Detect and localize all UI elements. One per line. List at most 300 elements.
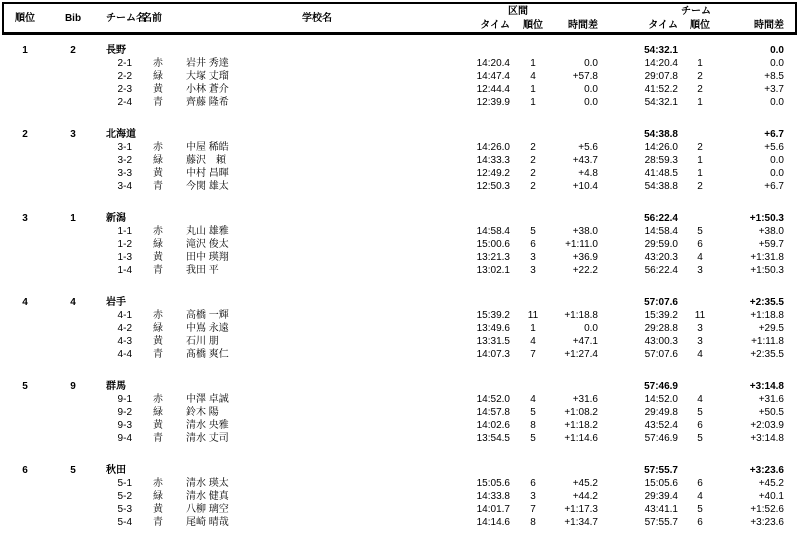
cumulative-rank-cell: 11	[694, 310, 706, 321]
leg-color-cell: 黄	[153, 252, 163, 263]
section-rank-cell: 2	[530, 181, 536, 192]
section-diff-cell: +1:18.2	[564, 420, 598, 431]
rank-cell: 6	[22, 465, 28, 476]
runner-name-cell: 丸山 雄雅	[186, 226, 229, 237]
runner-name-cell: 清水 瑛太	[186, 478, 229, 489]
section-time-cell: 12:49.2	[476, 168, 510, 179]
section-rank-cell: 6	[530, 478, 536, 489]
cumulative-rank-cell: 4	[697, 394, 703, 405]
school-cell	[294, 70, 434, 83]
section-diff-cell: +45.2	[572, 478, 598, 489]
team-legs	[4, 393, 800, 445]
team-legs	[4, 141, 800, 193]
section-time-cell: 14:26.0	[476, 142, 510, 153]
cumulative-time-cell: 29:49.8	[644, 407, 678, 418]
cumulative-rank-cell: 1	[697, 97, 703, 108]
cumulative-diff-cell: +6.7	[764, 181, 784, 192]
section-time-cell: 12:39.9	[476, 97, 510, 108]
leg-color-cell: 赤	[153, 226, 163, 237]
section-rank-cell: 7	[530, 504, 536, 515]
leg-number-cell: 9-4	[117, 433, 132, 444]
team-block	[4, 212, 800, 277]
section-time-cell: 14:01.7	[476, 504, 510, 515]
school-cell	[294, 432, 434, 445]
section-group-header: 区間	[508, 5, 528, 17]
team-block	[4, 464, 800, 529]
runner-name-cell: 田中 瑛翔	[186, 252, 229, 263]
leg-row	[4, 503, 800, 516]
team-name-cell: 岩手	[106, 297, 126, 308]
section-time-cell: 13:49.6	[476, 323, 510, 334]
team-legs	[4, 57, 800, 109]
cumulative-diff-cell: +1:50.3	[750, 265, 784, 276]
leg-color-cell: 緑	[153, 323, 163, 334]
leg-color-cell: 緑	[153, 491, 163, 502]
section-diff-cell: +22.2	[572, 265, 598, 276]
section-rank-cell: 1	[530, 323, 536, 334]
school-cell	[294, 322, 434, 335]
school-cell	[294, 503, 434, 516]
cumulative-rank-cell: 3	[697, 265, 703, 276]
cumulative-diff-cell: +1:18.8	[750, 310, 784, 321]
section-diff-cell: +38.0	[572, 226, 598, 237]
leg-number-cell: 3-3	[117, 168, 132, 179]
results-sheet	[0, 2, 800, 547]
leg-number-cell: 1-4	[117, 265, 132, 276]
cumulative-diff-cell: 0.0	[770, 168, 784, 179]
cumulative-time-cell: 14:26.0	[644, 142, 678, 153]
section-diff-cell: +1:34.7	[564, 517, 598, 528]
cumulative-time-cell: 56:22.4	[644, 265, 678, 276]
school-cell	[294, 251, 434, 264]
total-time-cell: 54:38.8	[644, 129, 678, 140]
runner-name-cell: 石川 朋	[186, 336, 219, 347]
leg-row	[4, 419, 800, 432]
leg-row	[4, 264, 800, 277]
rank-header: 順位	[15, 12, 35, 24]
section-rank-cell: 5	[530, 226, 536, 237]
bib-header: Bib	[64, 12, 82, 24]
leg-row	[4, 70, 800, 83]
section-rank-cell: 7	[530, 349, 536, 360]
section-time-cell: 12:50.3	[476, 181, 510, 192]
cumulative-diff-cell: +3:23.6	[750, 517, 784, 528]
cumulative-diff-cell: +1:52.6	[750, 504, 784, 515]
leg-number-cell: 3-4	[117, 181, 132, 192]
rank-cell: 1	[22, 45, 28, 56]
team-row	[4, 380, 800, 393]
leg-number-cell: 5-4	[117, 517, 132, 528]
cumulative-time-cell: 29:39.4	[644, 491, 678, 502]
section-diff-cell: +1:11.0	[565, 239, 598, 250]
team-name-cell: 北海道	[106, 129, 136, 140]
rank-cell: 2	[22, 129, 28, 140]
section-time-cell: 14:33.8	[476, 491, 510, 502]
school-cell	[294, 264, 434, 277]
cumulative-diff-cell: +29.5	[758, 323, 784, 334]
section-time-cell: 14:52.0	[476, 394, 510, 405]
leg-color-cell: 赤	[153, 142, 163, 153]
bib-cell: 3	[70, 129, 76, 140]
leg-color-cell: 緑	[153, 155, 163, 166]
leg-number-cell: 2-1	[117, 58, 132, 69]
cumulative-rank-cell: 5	[697, 226, 703, 237]
leg-number-cell: 3-1	[117, 142, 132, 153]
cumulative-rank-cell: 4	[697, 252, 703, 263]
cumulative-time-cell: 29:07.8	[644, 71, 678, 82]
team-time-header: タイム	[648, 19, 678, 31]
total-diff-cell: +2:35.5	[749, 297, 784, 308]
cumulative-diff-cell: +2:35.5	[750, 349, 784, 360]
leg-color-cell: 黄	[153, 84, 163, 95]
leg-number-cell: 4-2	[117, 323, 132, 334]
cumulative-diff-cell: +1:11.8	[751, 336, 784, 347]
school-cell	[294, 238, 434, 251]
leg-row	[4, 432, 800, 445]
rank-cell: 5	[22, 381, 28, 392]
section-diff-cell: +44.2	[572, 491, 598, 502]
section-time-cell: 14:57.8	[476, 407, 510, 418]
cumulative-rank-cell: 1	[697, 155, 703, 166]
cumulative-diff-cell: +1:31.8	[750, 252, 784, 263]
section-time-cell: 14:02.6	[476, 420, 510, 431]
school-cell	[294, 516, 434, 529]
school-cell	[294, 393, 434, 406]
section-time-cell: 14:47.4	[476, 71, 510, 82]
leg-color-cell: 黄	[153, 504, 163, 515]
leg-row	[4, 348, 800, 361]
cumulative-rank-cell: 3	[697, 323, 703, 334]
leg-number-cell: 5-1	[117, 478, 132, 489]
leg-color-cell: 黄	[153, 336, 163, 347]
section-rank-cell: 5	[530, 433, 536, 444]
leg-number-cell: 9-1	[117, 394, 132, 405]
cumulative-time-cell: 41:48.5	[644, 168, 678, 179]
cumulative-diff-cell: +40.1	[758, 491, 784, 502]
team-legs	[4, 309, 800, 361]
cumulative-rank-cell: 2	[697, 142, 703, 153]
leg-number-cell: 2-4	[117, 97, 132, 108]
bib-cell: 1	[70, 213, 76, 224]
cumulative-diff-cell: +45.2	[758, 478, 784, 489]
school-cell	[294, 180, 434, 193]
bib-cell: 5	[70, 465, 76, 476]
section-rank-cell: 1	[530, 84, 536, 95]
section-diff-cell: 0.0	[584, 323, 598, 334]
team-name-cell: 群馬	[106, 381, 126, 392]
section-diff-cell: +1:14.6	[564, 433, 598, 444]
team-diff-header: 時間差	[754, 19, 784, 31]
leg-row	[4, 225, 800, 238]
team-legs	[4, 225, 800, 277]
cumulative-rank-cell: 5	[697, 407, 703, 418]
cumulative-time-cell: 29:28.8	[644, 323, 678, 334]
section-rank-cell: 11	[527, 310, 539, 321]
cumulative-diff-cell: +50.5	[758, 407, 784, 418]
leg-number-cell: 5-2	[117, 491, 132, 502]
runner-name-cell: 齊藤 隆希	[186, 97, 229, 108]
school-cell	[294, 309, 434, 322]
runner-name-cell: 高橋 一輝	[186, 310, 229, 321]
school-cell	[294, 348, 434, 361]
leg-color-cell: 緑	[153, 71, 163, 82]
team-block	[4, 380, 800, 445]
runner-name-cell: 鈴木 陽	[186, 407, 219, 418]
section-rank-cell: 8	[530, 420, 536, 431]
leg-row	[4, 238, 800, 251]
section-diff-cell: +4.8	[578, 168, 598, 179]
leg-row	[4, 180, 800, 193]
section-diff-header: 時間差	[568, 19, 598, 31]
team-legs	[4, 477, 800, 529]
section-diff-cell: 0.0	[584, 84, 598, 95]
section-time-cell: 15:05.6	[476, 478, 510, 489]
leg-number-cell: 4-1	[117, 310, 132, 321]
total-diff-cell: +3:14.8	[749, 381, 784, 392]
cumulative-time-cell: 57:55.7	[644, 517, 678, 528]
section-diff-cell: +10.4	[572, 181, 598, 192]
school-cell	[294, 96, 434, 109]
cumulative-time-cell: 14:58.4	[644, 226, 678, 237]
cumulative-diff-cell: +38.0	[758, 226, 784, 237]
team-block	[4, 296, 800, 361]
leg-row	[4, 57, 800, 70]
section-diff-cell: +47.1	[572, 336, 598, 347]
cumulative-time-cell: 43:00.3	[644, 336, 678, 347]
leg-color-cell: 青	[153, 181, 163, 192]
cumulative-time-cell: 54:38.8	[644, 181, 678, 192]
leg-row	[4, 141, 800, 154]
runner-name-cell: 藤沢 頼	[186, 155, 226, 166]
cumulative-diff-cell: +8.5	[764, 71, 784, 82]
leg-number-cell: 9-3	[117, 420, 132, 431]
cumulative-diff-cell: 0.0	[770, 58, 784, 69]
leg-number-cell: 3-2	[117, 155, 132, 166]
section-time-cell: 12:44.4	[476, 84, 510, 95]
cumulative-diff-cell: +2:03.9	[750, 420, 784, 431]
total-diff-cell: +1:50.3	[749, 213, 784, 224]
leg-row	[4, 516, 800, 529]
runner-name-cell: 岩井 秀達	[186, 58, 229, 69]
results-list	[0, 44, 800, 529]
section-rank-cell: 1	[530, 97, 536, 108]
leg-row	[4, 251, 800, 264]
leg-color-cell: 赤	[153, 394, 163, 405]
cumulative-rank-cell: 1	[697, 58, 703, 69]
cumulative-time-cell: 57:46.9	[644, 433, 678, 444]
section-time-cell: 14:33.3	[476, 155, 510, 166]
school-cell	[294, 490, 434, 503]
cumulative-diff-cell: 0.0	[770, 97, 784, 108]
school-cell	[294, 83, 434, 96]
cumulative-rank-cell: 2	[697, 181, 703, 192]
school-cell	[294, 419, 434, 432]
cumulative-rank-cell: 6	[697, 517, 703, 528]
leg-number-cell: 1-2	[117, 239, 132, 250]
section-rank-cell: 2	[530, 142, 536, 153]
leg-row	[4, 167, 800, 180]
cumulative-rank-cell: 2	[697, 84, 703, 95]
leg-row	[4, 490, 800, 503]
section-rank-header: 順位	[523, 19, 543, 31]
cumulative-time-cell: 14:52.0	[644, 394, 678, 405]
section-time-cell: 14:58.4	[476, 226, 510, 237]
section-rank-cell: 8	[530, 517, 536, 528]
runner-name-cell: 中屋 稀皓	[186, 142, 229, 153]
bib-cell: 2	[70, 45, 76, 56]
team-name-cell: 新潟	[106, 213, 126, 224]
school-cell	[294, 477, 434, 490]
runner-name-cell: 我田 平	[186, 265, 219, 276]
school-cell	[294, 406, 434, 419]
rank-cell: 3	[22, 213, 28, 224]
school-cell	[294, 141, 434, 154]
section-diff-cell: +36.9	[572, 252, 598, 263]
runner-name-cell: 八柳 璃空	[186, 504, 229, 515]
leg-row	[4, 83, 800, 96]
bib-cell: 9	[70, 381, 76, 392]
team-name-header: チーム名	[106, 12, 146, 24]
leg-color-cell: 緑	[153, 407, 163, 418]
section-rank-cell: 3	[530, 252, 536, 263]
runner-name-cell: 尾崎 晴哉	[186, 517, 229, 528]
cumulative-time-cell: 54:32.1	[644, 97, 678, 108]
total-diff-cell: +6.7	[764, 129, 784, 140]
section-time-cell: 15:00.6	[476, 239, 510, 250]
team-row	[4, 212, 800, 225]
cumulative-rank-cell: 6	[697, 478, 703, 489]
cumulative-diff-cell: +3.7	[764, 84, 784, 95]
section-rank-cell: 2	[530, 155, 536, 166]
section-rank-cell: 4	[530, 394, 536, 405]
leg-row	[4, 393, 800, 406]
leg-row	[4, 335, 800, 348]
total-time-cell: 57:46.9	[644, 381, 678, 392]
school-header: 学校名	[302, 12, 332, 24]
section-diff-cell: +5.6	[578, 142, 598, 153]
cumulative-time-cell: 15:05.6	[644, 478, 678, 489]
runner-name-cell: 中村 昌暉	[186, 168, 229, 179]
cumulative-rank-cell: 4	[697, 491, 703, 502]
team-row	[4, 464, 800, 477]
section-rank-cell: 4	[530, 71, 536, 82]
cumulative-diff-cell: +5.6	[764, 142, 784, 153]
cumulative-diff-cell: +59.7	[758, 239, 784, 250]
runner-name-cell: 滝沢 俊太	[186, 239, 229, 250]
cumulative-time-cell: 43:41.1	[644, 504, 678, 515]
section-diff-cell: +1:08.2	[564, 407, 598, 418]
cumulative-time-cell: 43:20.3	[644, 252, 678, 263]
cumulative-rank-cell: 6	[697, 239, 703, 250]
cumulative-rank-cell: 1	[697, 168, 703, 179]
leg-color-cell: 青	[153, 265, 163, 276]
section-time-cell: 13:02.1	[476, 265, 510, 276]
leg-row	[4, 154, 800, 167]
cumulative-rank-cell: 5	[697, 504, 703, 515]
table-header	[2, 2, 797, 35]
section-diff-cell: +1:17.3	[564, 504, 598, 515]
team-block	[4, 44, 800, 109]
section-time-cell: 13:54.5	[476, 433, 510, 444]
team-block	[4, 128, 800, 193]
cumulative-diff-cell: +3:14.8	[750, 433, 784, 444]
cumulative-rank-cell: 3	[697, 336, 703, 347]
leg-row	[4, 406, 800, 419]
leg-number-cell: 5-3	[117, 504, 132, 515]
section-rank-cell: 2	[530, 168, 536, 179]
runner-name-cell: 今関 雄太	[186, 181, 229, 192]
leg-color-cell: 赤	[153, 58, 163, 69]
leg-number-cell: 1-1	[117, 226, 132, 237]
team-row	[4, 128, 800, 141]
leg-color-cell: 赤	[153, 478, 163, 489]
name-header: 名前	[142, 12, 162, 24]
section-rank-cell: 1	[530, 58, 536, 69]
cumulative-time-cell: 14:20.4	[644, 58, 678, 69]
team-row	[4, 44, 800, 57]
cumulative-time-cell: 28:59.3	[644, 155, 678, 166]
leg-color-cell: 黄	[153, 420, 163, 431]
section-diff-cell: +1:27.4	[564, 349, 598, 360]
section-diff-cell: 0.0	[584, 58, 598, 69]
leg-color-cell: 青	[153, 97, 163, 108]
leg-color-cell: 緑	[153, 239, 163, 250]
bib-cell: 4	[70, 297, 76, 308]
cumulative-time-cell: 43:52.4	[644, 420, 678, 431]
section-time-cell: 14:20.4	[476, 58, 510, 69]
total-time-cell: 57:55.7	[644, 465, 678, 476]
rank-cell: 4	[22, 297, 28, 308]
section-time-cell: 14:07.3	[476, 349, 510, 360]
runner-name-cell: 清水 央雅	[186, 420, 229, 431]
cumulative-rank-cell: 2	[697, 71, 703, 82]
section-time-cell: 15:39.2	[476, 310, 510, 321]
leg-color-cell: 赤	[153, 310, 163, 321]
leg-row	[4, 96, 800, 109]
runner-name-cell: 清水 健真	[186, 491, 229, 502]
total-diff-cell: 0.0	[770, 45, 784, 56]
section-diff-cell: 0.0	[584, 97, 598, 108]
leg-color-cell: 黄	[153, 168, 163, 179]
section-rank-cell: 4	[530, 336, 536, 347]
section-time-cell: 13:21.3	[476, 252, 510, 263]
leg-color-cell: 青	[153, 349, 163, 360]
section-time-header: タイム	[480, 19, 510, 31]
runner-name-cell: 大塚 丈瑠	[186, 71, 229, 82]
runner-name-cell: 中澤 卓誠	[186, 394, 229, 405]
leg-row	[4, 309, 800, 322]
team-row	[4, 296, 800, 309]
cumulative-rank-cell: 4	[697, 349, 703, 360]
leg-row	[4, 477, 800, 490]
section-time-cell: 13:31.5	[476, 336, 510, 347]
school-cell	[294, 154, 434, 167]
cumulative-diff-cell: +31.6	[758, 394, 784, 405]
school-cell	[294, 335, 434, 348]
leg-color-cell: 青	[153, 517, 163, 528]
cumulative-rank-cell: 5	[697, 433, 703, 444]
leg-color-cell: 青	[153, 433, 163, 444]
leg-number-cell: 2-3	[117, 84, 132, 95]
school-cell	[294, 225, 434, 238]
cumulative-diff-cell: 0.0	[770, 155, 784, 166]
leg-number-cell: 9-2	[117, 407, 132, 418]
team-rank-header: 順位	[690, 19, 710, 31]
cumulative-rank-cell: 6	[697, 420, 703, 431]
total-time-cell: 57:07.6	[644, 297, 678, 308]
section-diff-cell: +57.8	[572, 71, 598, 82]
section-rank-cell: 3	[530, 491, 536, 502]
